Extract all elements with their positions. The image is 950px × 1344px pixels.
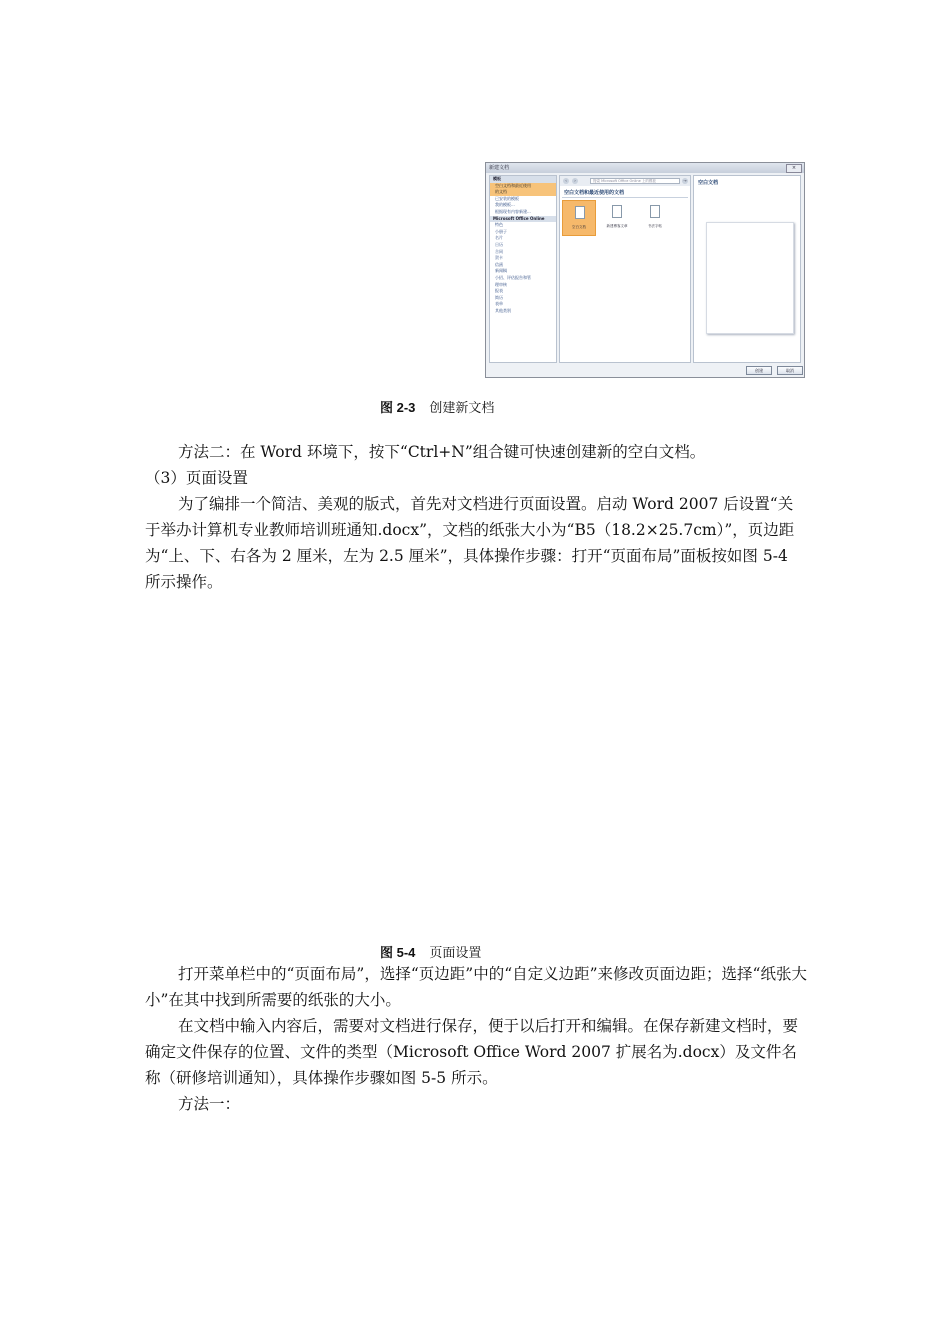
template-tile[interactable] bbox=[638, 200, 672, 236]
new-document-dialog bbox=[485, 162, 805, 378]
template-category-item[interactable]: 其他类别 bbox=[495, 307, 511, 313]
close-icon[interactable]: × bbox=[786, 164, 802, 173]
back-icon[interactable]: ‹ bbox=[563, 178, 569, 184]
template-category-item[interactable]: 理审核 bbox=[495, 281, 507, 287]
gallery-divider bbox=[562, 197, 688, 198]
gallery-heading: 空白文档和最近使用的文档 bbox=[564, 190, 625, 196]
template-category-list bbox=[489, 175, 557, 363]
template-category-item[interactable]: 的文档 bbox=[490, 189, 556, 196]
document-icon bbox=[650, 205, 660, 218]
paragraph-save-document: 在文档中输入内容后，需要对文档进行保存，便于以后打开和编辑。在保存新建文档时，要确定文件保存的位置、文件的类型（Microsoft Office Word 2007 扩展名为.docx）及文件名称（研修培训通知），具体操作步骤如图 5-5 所示。 bbox=[145, 1017, 799, 1087]
body-text-block-2 bbox=[145, 961, 807, 1117]
forward-icon[interactable]: › bbox=[572, 178, 578, 184]
paragraph-page-layout-menu: 打开菜单栏中的“页面布局”，选择“页边距”中的“自定义边距”来修改页面边距；选择“纸张大小”在其中找到所需要的纸张的大小。 bbox=[145, 965, 807, 1009]
template-category-item: Microsoft Office Online bbox=[490, 216, 556, 223]
template-category-item: 模板 bbox=[490, 176, 556, 183]
figure-2-3-caption bbox=[380, 397, 494, 416]
blank-document-preview bbox=[706, 222, 794, 334]
template-category-item[interactable]: 小册子 bbox=[495, 228, 507, 234]
template-tile-label: 空白文档 bbox=[572, 225, 586, 229]
template-tile[interactable] bbox=[562, 200, 596, 236]
template-search-input[interactable]: 搜索 Microsoft Office Online 上的模板 bbox=[590, 178, 680, 184]
template-category-item[interactable]: 根据现有内容新建... bbox=[495, 208, 531, 214]
paragraph-page-setup: 为了编排一个简洁、美观的版式，首先对文档进行页面设置。启动 Word 2007 后设置“关于举办计算机专业教师培训班通知.docx”，文档的纸张大小为“B5（18.2×25.7cm）”，页边距为“上、下、右各为 2 厘米，左为 2.5 厘米”，具体操作步骤：打开“页面布局”面板按如图 5-4 所示操作。 bbox=[145, 495, 795, 591]
template-category-item[interactable]: 报表 bbox=[495, 288, 503, 294]
template-category-item[interactable]: 合同 bbox=[495, 248, 503, 254]
template-tile-label: 书法字帖 bbox=[648, 224, 662, 228]
template-tile-label: 新建博客文章 bbox=[606, 224, 628, 228]
template-category-item[interactable]: 空白文档和最近使用 bbox=[490, 183, 556, 190]
dialog-title-bar bbox=[486, 163, 804, 173]
template-category-item[interactable]: 简历 bbox=[495, 294, 503, 300]
figure-5-4-caption bbox=[380, 942, 481, 961]
document-icon bbox=[612, 205, 622, 218]
preview-pane bbox=[693, 175, 801, 363]
cancel-button[interactable]: 取消 bbox=[777, 366, 803, 375]
caption-text: 页面设置 bbox=[429, 946, 482, 961]
template-category-item[interactable]: 新闻稿 bbox=[495, 268, 507, 274]
template-category-item[interactable]: 贺卡 bbox=[495, 255, 503, 261]
template-category-item[interactable]: 我的模板... bbox=[495, 202, 515, 208]
template-category-item[interactable]: 名片 bbox=[495, 235, 503, 241]
template-category-item[interactable]: 信函 bbox=[495, 261, 503, 267]
body-text-block-1 bbox=[145, 439, 807, 595]
create-button[interactable]: 创建 bbox=[746, 366, 772, 375]
template-tile[interactable] bbox=[600, 200, 634, 236]
template-category-item[interactable]: 日历 bbox=[495, 241, 503, 247]
template-gallery bbox=[559, 175, 691, 363]
caption-number: 图 5-4 bbox=[380, 945, 416, 960]
preview-heading: 空白文档 bbox=[698, 180, 719, 186]
template-category-item[interactable]: 表单 bbox=[495, 301, 503, 307]
template-category-item[interactable]: 已安装的模板 bbox=[495, 195, 519, 201]
dialog-title: 新建文档 bbox=[489, 165, 510, 171]
template-category-item[interactable]: 特色 bbox=[495, 222, 503, 228]
template-category-item[interactable]: 小招、评估报告和管 bbox=[495, 274, 531, 280]
search-go-icon[interactable]: → bbox=[683, 178, 687, 183]
section-heading-page-setup: （3）页面设置 bbox=[145, 469, 248, 487]
gallery-nav-bar bbox=[560, 176, 690, 186]
caption-text: 创建新文档 bbox=[429, 401, 495, 416]
paragraph-method-1: 方法一： bbox=[178, 1095, 241, 1113]
document-icon bbox=[575, 206, 585, 219]
caption-number: 图 2-3 bbox=[380, 400, 416, 415]
paragraph-method-2: 方法二：在 Word 环境下，按下“Ctrl+N”组合键可快速创建新的空白文档。 bbox=[178, 443, 706, 461]
